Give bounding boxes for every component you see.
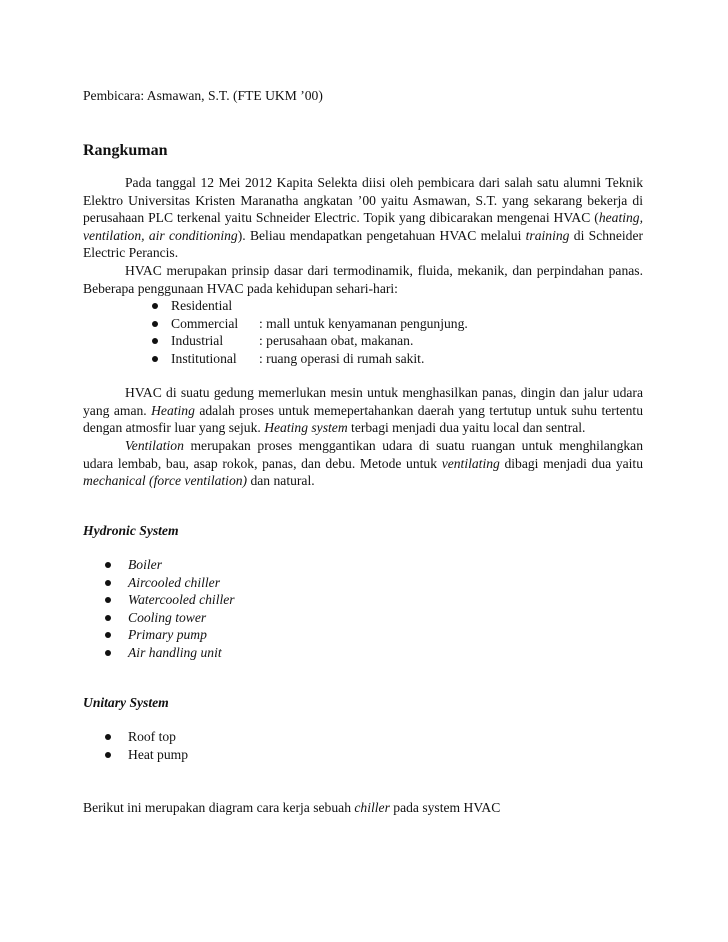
bullet-icon xyxy=(152,356,158,362)
list-item: Heat pump xyxy=(83,746,643,764)
bullet-icon xyxy=(105,752,111,758)
list-item: Primary pump xyxy=(83,626,643,644)
list-item: Aircooled chiller xyxy=(83,574,643,592)
summary-heading: Rangkuman xyxy=(83,142,168,159)
speaker-line: Pembicara: Asmawan, S.T. (FTE UKM ’00) xyxy=(83,88,323,103)
bullet-icon xyxy=(152,303,158,309)
paragraph-heating: HVAC di suatu gedung memerlukan mesin untuk menghasilkan panas, dingin dan jalur udara yang aman. Heating adalah proses untuk memepertahankan daerah yang tertutup untuk suhu tertentu dengan atmosfir luar yang sejuk. Heating system terbagi menjadi dua yaitu local dan sentral. xyxy=(83,385,643,436)
bullet-icon xyxy=(152,338,158,344)
bullet-icon xyxy=(105,615,111,621)
bullet-icon xyxy=(105,580,111,586)
hydronic-list xyxy=(83,556,643,662)
list-item: Cooling tower xyxy=(83,609,643,627)
list-item: Residential xyxy=(83,297,643,315)
list-item: Commercial : mall untuk kenyamanan pengunjung. xyxy=(83,315,643,333)
hydronic-heading: Hydronic System xyxy=(83,523,179,538)
bullet-icon xyxy=(105,562,111,568)
bullet-icon xyxy=(105,734,111,740)
list-item: Industrial : perusahaan obat, makanan. xyxy=(83,332,643,350)
list-item: Watercooled chiller xyxy=(83,591,643,609)
unitary-list xyxy=(83,728,643,763)
bullet-icon xyxy=(105,650,111,656)
bullet-icon xyxy=(105,597,111,603)
list-item: Roof top xyxy=(83,728,643,746)
paragraph-ventilation: Ventilation merupakan proses menggantikan udara di suatu ruangan untuk menghilangkan udara lembab, bau, asap rokok, panas, dan debu. Metode untuk ventilating dibagi menjadi dua yaitu mechanical (force ventilation) dan natural. xyxy=(83,438,644,489)
bullet-icon xyxy=(105,632,111,638)
list-item: Boiler xyxy=(83,556,643,574)
bullet-icon xyxy=(152,321,158,327)
list-item: Air handling unit xyxy=(83,644,643,662)
paragraph-hvac-principle: HVAC merupakan prinsip dasar dari termodinamik, fluida, mekanik, dan perpindahan panas. Beberapa penggunaan HVAC pada kehidupan sehari-hari: xyxy=(83,263,643,296)
usage-list xyxy=(83,297,643,367)
closing-line: Berikut ini merupakan diagram cara kerja sebuah chiller pada system HVAC xyxy=(83,800,501,815)
unitary-heading: Unitary System xyxy=(83,695,169,710)
list-item: Institutional : ruang operasi di rumah sakit. xyxy=(83,350,643,368)
paragraph-intro: Pada tanggal 12 Mei 2012 Kapita Selekta diisi oleh pembicara dari salah satu alumni Teknik Elektro Universitas Kristen Maranatha angkatan ’00 yaitu Asmawan, S.T. yang sekarang bekerja di perusahaan PLC terkenal yaitu Schneider Electric. Topik yang dibicarakan mengenai HVAC (heating, ventilation, air conditioning). Beliau mendapatkan pengetahuan HVAC melalui training di Schneider Electric Perancis. xyxy=(83,175,644,261)
